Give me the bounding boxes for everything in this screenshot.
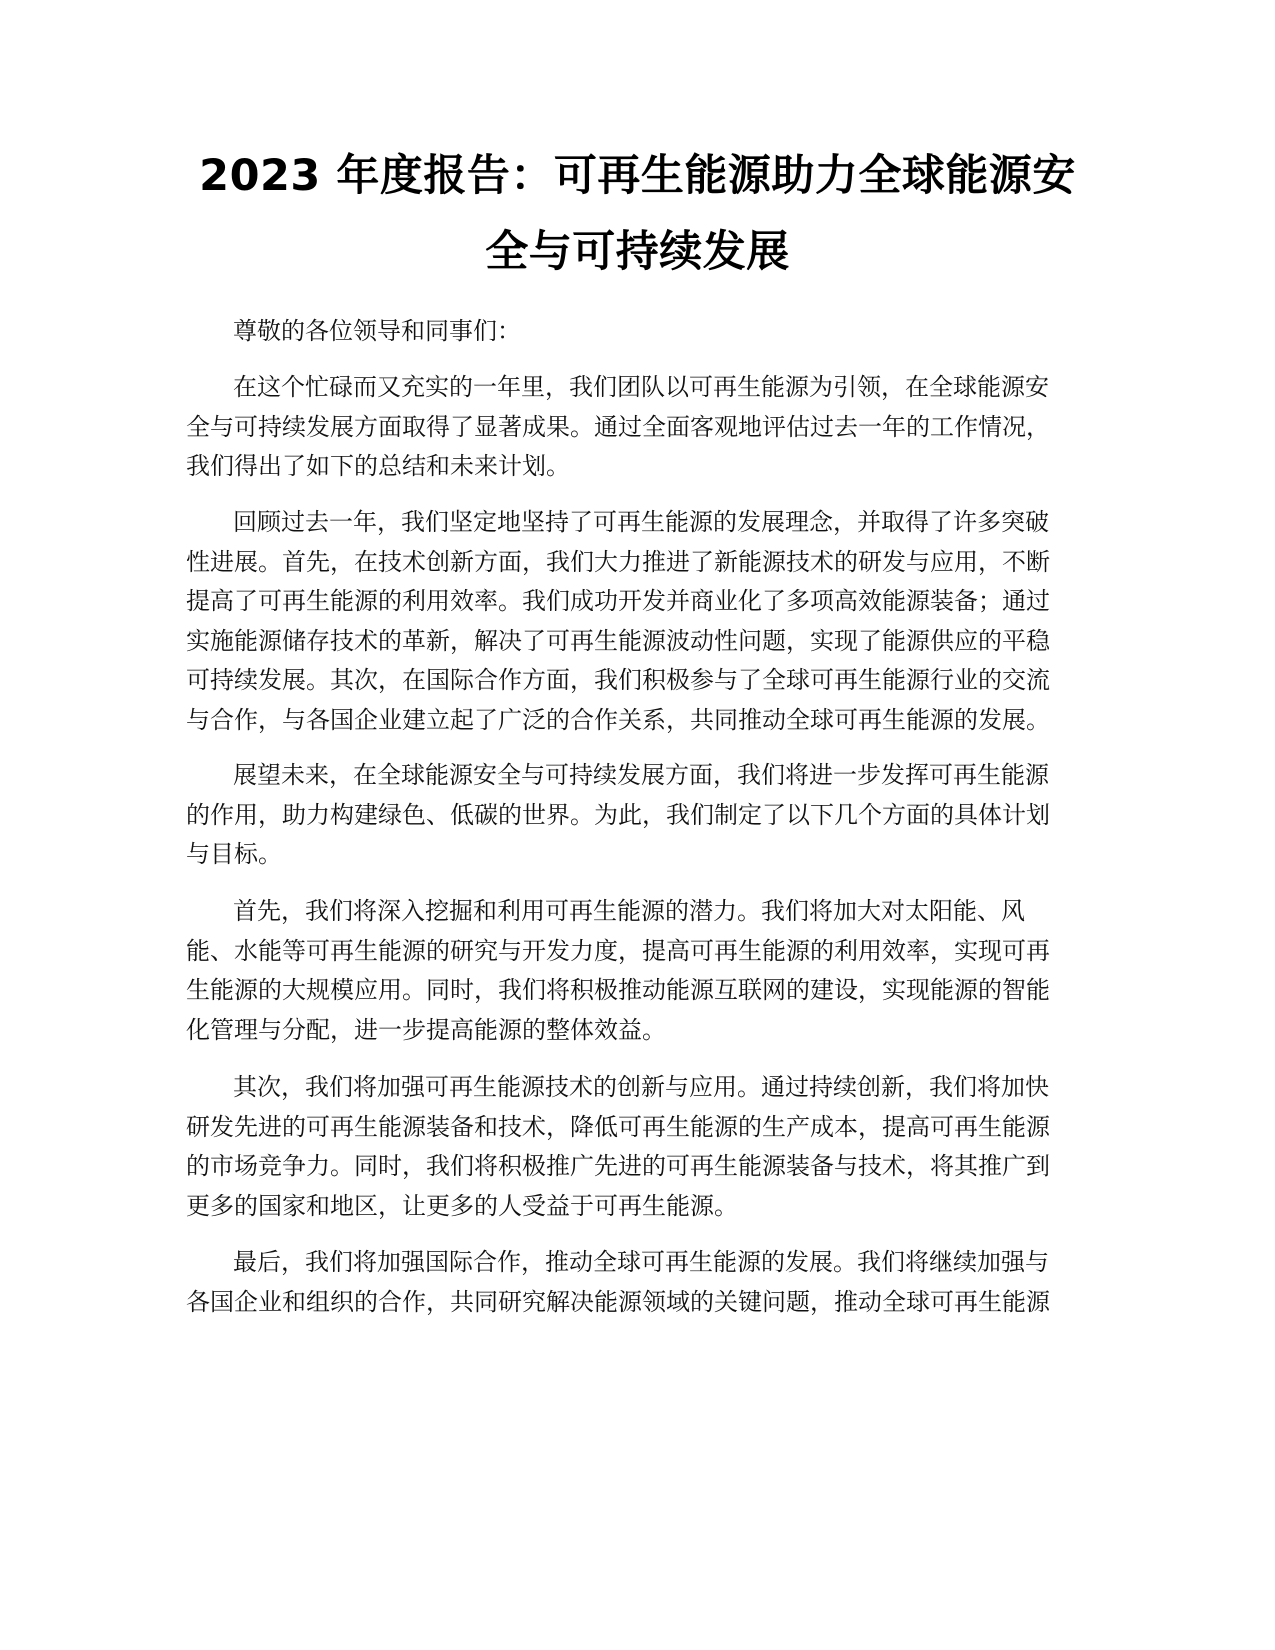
- title-line-1: 2023 年度报告：可再生能源助力全球能源安: [199, 151, 1076, 201]
- paragraph-line: 我们得出了如下的总结和未来计划。: [186, 452, 570, 480]
- paragraph-line: 各国企业和组织的合作，共同研究解决能源领域的关键问题，推动全球可再生能源: [186, 1287, 1050, 1316]
- paragraph-line: 更多的国家和地区，让更多的人受益于可再生能源。: [186, 1191, 738, 1220]
- paragraph-line: 可持续发展。其次，在国际合作方面，我们积极参与了全球可再生能源行业的交流: [186, 666, 1050, 694]
- paragraph-line: 与目标。: [186, 840, 282, 868]
- paragraph-line: 研发先进的可再生能源装备和技术，降低可再生能源的生产成本，提高可再生能源: [186, 1112, 1050, 1141]
- paragraph-second-plan: [186, 1068, 1092, 1226]
- paragraph-intro: [186, 368, 1092, 487]
- paragraph-review: [186, 503, 1092, 740]
- paragraph-line: 全与可持续发展方面取得了显著成果。通过全面客观地评估过去一年的工作情况，: [186, 412, 1050, 441]
- paragraph-line: 与合作，与各国企业建立起了广泛的合作关系，共同推动全球可再生能源的发展。: [186, 705, 1050, 734]
- paragraph-line: 在这个忙碌而又充实的一年里，我们团队以可再生能源为引领，在全球能源安: [233, 373, 1049, 401]
- paragraph-line: 性进展。首先，在技术创新方面，我们大力推进了新能源技术的研发与应用，不断: [186, 547, 1050, 576]
- paragraph-line: 展望未来，在全球能源安全与可持续发展方面，我们将进一步发挥可再生能源: [233, 761, 1049, 789]
- paragraph-line: 回顾过去一年，我们坚定地坚持了可再生能源的发展理念，并取得了许多突破: [233, 508, 1049, 536]
- paragraph-line: 最后，我们将加强国际合作，推动全球可再生能源的发展。我们将继续加强与: [233, 1248, 1049, 1276]
- paragraph-line: 实施能源储存技术的革新，解决了可再生能源波动性问题，实现了能源供应的平稳: [186, 626, 1050, 655]
- paragraph-outlook: [186, 756, 1092, 875]
- paragraph-line: 的市场竞争力。同时，我们将积极推广先进的可再生能源装备与技术，将其推广到: [186, 1152, 1050, 1180]
- paragraph-salutation: [186, 312, 1092, 352]
- paragraph-line: 首先，我们将深入挖掘和利用可再生能源的潜力。我们将加大对太阳能、风: [233, 897, 1025, 925]
- paragraph-line: 尊敬的各位领导和同事们：: [233, 317, 521, 345]
- document-title: [150, 138, 1125, 290]
- paragraph-line: 能、水能等可再生能源的研究与开发力度，提高可再生能源的利用效率，实现可再: [186, 936, 1050, 965]
- paragraph-final-plan: [186, 1243, 1092, 1322]
- title-line-2: 全与可持续发展: [485, 227, 790, 277]
- paragraph-line: 其次，我们将加强可再生能源技术的创新与应用。通过持续创新，我们将加快: [233, 1073, 1049, 1101]
- paragraph-first-plan: [186, 892, 1092, 1050]
- paragraph-line: 化管理与分配，进一步提高能源的整体效益。: [186, 1015, 666, 1044]
- paragraph-line: 提高了可再生能源的利用效率。我们成功开发并商业化了多项高效能源装备；通过: [186, 587, 1050, 615]
- paragraph-line: 生能源的大规模应用。同时，我们将积极推动能源互联网的建设，实现能源的智能: [186, 976, 1050, 1004]
- paragraph-line: 的作用，助力构建绿色、低碳的世界。为此，我们制定了以下几个方面的具体计划: [186, 800, 1050, 829]
